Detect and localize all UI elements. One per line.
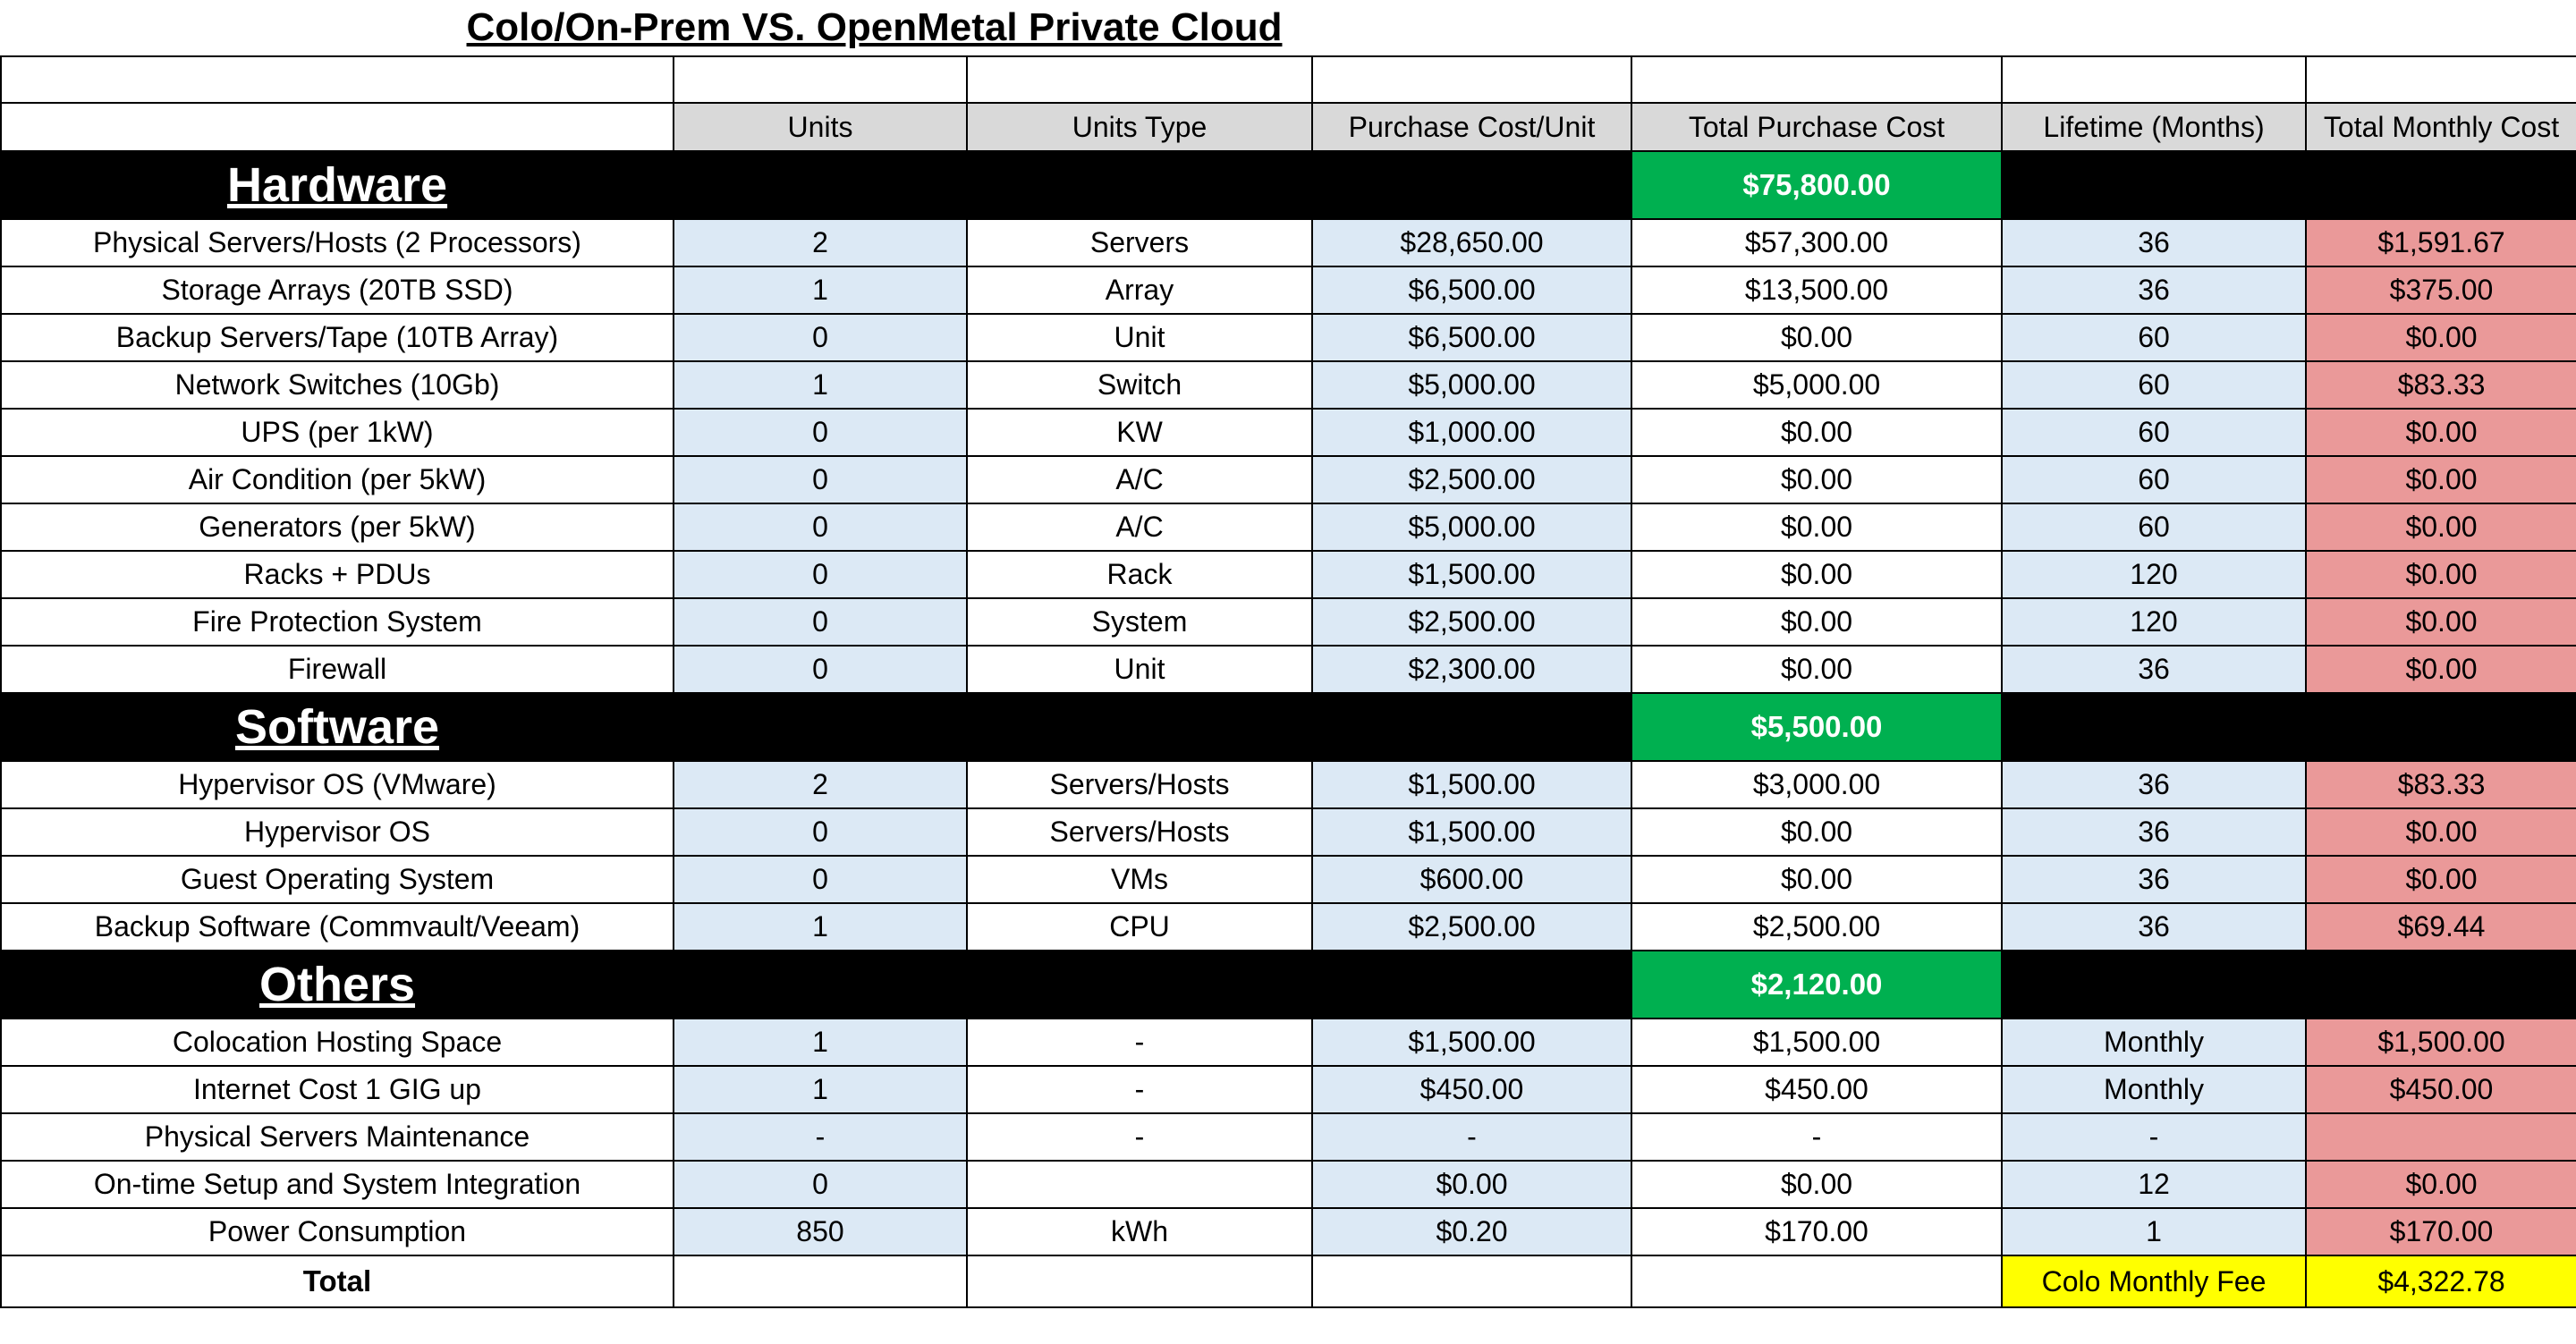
- units-type-cell[interactable]: A/C: [967, 456, 1312, 503]
- item-name-cell[interactable]: Physical Servers Maintenance: [1, 1113, 674, 1161]
- section-header-row: [1, 151, 2576, 219]
- colo-monthly-fee-label[interactable]: Colo Monthly Fee: [2002, 1255, 2306, 1307]
- lifetime-months-cell[interactable]: Monthly: [2002, 1066, 2306, 1113]
- lifetime-months-cell[interactable]: 120: [2002, 551, 2306, 598]
- total-label[interactable]: Total: [1, 1255, 674, 1307]
- purchase-cost-unit-cell[interactable]: $2,500.00: [1312, 598, 1631, 646]
- units-cell[interactable]: 0: [674, 551, 967, 598]
- total-monthly-cost-cell[interactable]: $375.00: [2306, 266, 2576, 314]
- section-fill: [2002, 951, 2576, 1019]
- total-empty-cell[interactable]: [1312, 1255, 1631, 1307]
- item-name-cell[interactable]: Physical Servers/Hosts (2 Processors): [1, 219, 674, 266]
- table-row: [1, 266, 2576, 314]
- item-name-cell[interactable]: Internet Cost 1 GIG up: [1, 1066, 674, 1113]
- item-name-cell[interactable]: Fire Protection System: [1, 598, 674, 646]
- section-fill: [674, 151, 1631, 219]
- purchase-cost-unit-cell[interactable]: $1,500.00: [1312, 761, 1631, 808]
- total-purchase-cost-cell[interactable]: $0.00: [1631, 808, 2002, 856]
- total-empty-cell[interactable]: [967, 1255, 1312, 1307]
- purchase-cost-unit-cell[interactable]: $28,650.00: [1312, 219, 1631, 266]
- purchase-cost-unit-cell[interactable]: -: [1312, 1113, 1631, 1161]
- item-name-cell[interactable]: Hypervisor OS: [1, 808, 674, 856]
- total-purchase-cost-cell[interactable]: $0.00: [1631, 503, 2002, 551]
- units-cell[interactable]: 1: [674, 266, 967, 314]
- units-cell[interactable]: 2: [674, 219, 967, 266]
- purchase-cost-unit-cell[interactable]: $6,500.00: [1312, 314, 1631, 361]
- purchase-cost-unit-cell[interactable]: $0.20: [1312, 1208, 1631, 1255]
- units-type-cell[interactable]: A/C: [967, 503, 1312, 551]
- purchase-cost-unit-cell[interactable]: $2,300.00: [1312, 646, 1631, 693]
- lifetime-months-cell[interactable]: -: [2002, 1113, 2306, 1161]
- purchase-cost-unit-cell[interactable]: $1,000.00: [1312, 409, 1631, 456]
- units-type-cell[interactable]: -: [967, 1113, 1312, 1161]
- table-row: [1, 1208, 2576, 1255]
- lifetime-months-cell[interactable]: 12: [2002, 1161, 2306, 1208]
- total-purchase-cost-cell[interactable]: $170.00: [1631, 1208, 2002, 1255]
- lifetime-months-cell[interactable]: 36: [2002, 856, 2306, 903]
- total-purchase-cost-cell[interactable]: $0.00: [1631, 314, 2002, 361]
- lifetime-months-cell[interactable]: 60: [2002, 409, 2306, 456]
- units-type-cell[interactable]: Unit: [967, 314, 1312, 361]
- units-cell[interactable]: 0: [674, 314, 967, 361]
- lifetime-months-cell[interactable]: 36: [2002, 903, 2306, 951]
- lifetime-months-cell[interactable]: 36: [2002, 646, 2306, 693]
- item-name-cell[interactable]: Colocation Hosting Space: [1, 1019, 674, 1066]
- item-name-cell[interactable]: Hypervisor OS (VMware): [1, 761, 674, 808]
- section-fill: [2002, 151, 2576, 219]
- section-fill: [2002, 693, 2576, 761]
- section-total-purchase[interactable]: $75,800.00: [1631, 151, 2002, 219]
- item-name-cell[interactable]: On-time Setup and System Integration: [1, 1161, 674, 1208]
- table-row: [1, 219, 2576, 266]
- total-purchase-cost-cell[interactable]: $13,500.00: [1631, 266, 2002, 314]
- total-monthly-cost-cell[interactable]: $0.00: [2306, 503, 2576, 551]
- total-monthly-cost-cell[interactable]: $0.00: [2306, 856, 2576, 903]
- section-fill: [674, 693, 1631, 761]
- table-row: [1, 1161, 2576, 1208]
- section-title[interactable]: Others: [1, 951, 674, 1019]
- units-type-cell[interactable]: KW: [967, 409, 1312, 456]
- lifetime-months-cell[interactable]: 36: [2002, 219, 2306, 266]
- total-purchase-cost-cell[interactable]: $3,000.00: [1631, 761, 2002, 808]
- units-cell[interactable]: 0: [674, 646, 967, 693]
- item-name-cell[interactable]: Power Consumption: [1, 1208, 674, 1255]
- item-name-cell[interactable]: Network Switches (10Gb): [1, 361, 674, 409]
- blank-cell[interactable]: [1, 56, 674, 103]
- total-monthly-cost-cell[interactable]: $69.44: [2306, 903, 2576, 951]
- total-purchase-cost-cell[interactable]: $450.00: [1631, 1066, 2002, 1113]
- table-row: [1, 761, 2576, 808]
- table-row: [1, 409, 2576, 456]
- total-monthly-cost-cell[interactable]: $1,500.00: [2306, 1019, 2576, 1066]
- units-type-cell[interactable]: -: [967, 1066, 1312, 1113]
- total-purchase-cost-cell[interactable]: $0.00: [1631, 456, 2002, 503]
- total-purchase-cost-cell[interactable]: $0.00: [1631, 598, 2002, 646]
- units-cell[interactable]: 0: [674, 808, 967, 856]
- item-name-cell[interactable]: Air Condition (per 5kW): [1, 456, 674, 503]
- units-cell[interactable]: 0: [674, 598, 967, 646]
- table-row: [1, 361, 2576, 409]
- table-row: [1, 503, 2576, 551]
- table-row: [1, 903, 2576, 951]
- section-total-purchase[interactable]: $2,120.00: [1631, 951, 2002, 1019]
- item-name-cell[interactable]: Guest Operating System: [1, 856, 674, 903]
- section-title[interactable]: Software: [1, 693, 674, 761]
- section-header-row: [1, 693, 2576, 761]
- item-name-cell[interactable]: Backup Software (Commvault/Veeam): [1, 903, 674, 951]
- column-header[interactable]: Units Type: [967, 103, 1312, 151]
- table-row: [1, 1113, 2576, 1161]
- units-type-cell[interactable]: Servers/Hosts: [967, 808, 1312, 856]
- total-monthly-cost-cell[interactable]: $0.00: [2306, 808, 2576, 856]
- units-cell[interactable]: 0: [674, 456, 967, 503]
- purchase-cost-unit-cell[interactable]: $1,500.00: [1312, 808, 1631, 856]
- lifetime-months-cell[interactable]: 36: [2002, 761, 2306, 808]
- units-type-cell[interactable]: [967, 1161, 1312, 1208]
- blank-row: [1, 56, 2576, 103]
- item-name-cell[interactable]: UPS (per 1kW): [1, 409, 674, 456]
- units-cell[interactable]: 1: [674, 1019, 967, 1066]
- units-type-cell[interactable]: System: [967, 598, 1312, 646]
- units-type-cell[interactable]: Servers: [967, 219, 1312, 266]
- lifetime-months-cell[interactable]: 60: [2002, 503, 2306, 551]
- lifetime-months-cell[interactable]: Monthly: [2002, 1019, 2306, 1066]
- colo-monthly-fee-value[interactable]: $4,322.78: [2306, 1255, 2576, 1307]
- units-type-cell[interactable]: CPU: [967, 903, 1312, 951]
- purchase-cost-unit-cell[interactable]: $5,000.00: [1312, 361, 1631, 409]
- total-monthly-cost-cell[interactable]: $0.00: [2306, 598, 2576, 646]
- units-cell[interactable]: 1: [674, 903, 967, 951]
- lifetime-months-cell[interactable]: 120: [2002, 598, 2306, 646]
- total-purchase-cost-cell[interactable]: $0.00: [1631, 646, 2002, 693]
- total-purchase-cost-cell[interactable]: $5,000.00: [1631, 361, 2002, 409]
- total-empty-cell[interactable]: [674, 1255, 967, 1307]
- units-type-cell[interactable]: kWh: [967, 1208, 1312, 1255]
- purchase-cost-unit-cell[interactable]: $600.00: [1312, 856, 1631, 903]
- table-row: [1, 646, 2576, 693]
- total-row: [1, 1255, 2576, 1307]
- blank-cell[interactable]: [967, 56, 1312, 103]
- column-header[interactable]: Units: [674, 103, 967, 151]
- table-row: [1, 1019, 2576, 1066]
- total-empty-cell[interactable]: [1631, 1255, 2002, 1307]
- lifetime-months-cell[interactable]: 60: [2002, 456, 2306, 503]
- blank-cell[interactable]: [1312, 56, 1631, 103]
- total-purchase-cost-cell[interactable]: $2,500.00: [1631, 903, 2002, 951]
- units-type-cell[interactable]: Servers/Hosts: [967, 761, 1312, 808]
- total-purchase-cost-cell[interactable]: $0.00: [1631, 551, 2002, 598]
- total-monthly-cost-cell[interactable]: $170.00: [2306, 1208, 2576, 1255]
- lifetime-months-cell[interactable]: 60: [2002, 314, 2306, 361]
- total-monthly-cost-cell[interactable]: $83.33: [2306, 761, 2576, 808]
- purchase-cost-unit-cell[interactable]: $1,500.00: [1312, 1019, 1631, 1066]
- lifetime-months-cell[interactable]: 36: [2002, 808, 2306, 856]
- purchase-cost-unit-cell[interactable]: $1,500.00: [1312, 551, 1631, 598]
- total-purchase-cost-cell[interactable]: -: [1631, 1113, 2002, 1161]
- table-row: [1, 1066, 2576, 1113]
- table-row: [1, 314, 2576, 361]
- purchase-cost-unit-cell[interactable]: $450.00: [1312, 1066, 1631, 1113]
- units-type-cell[interactable]: Switch: [967, 361, 1312, 409]
- section-fill: [674, 951, 1631, 1019]
- blank-cell[interactable]: [2002, 56, 2306, 103]
- header-row: [1, 103, 2576, 151]
- purchase-cost-unit-cell[interactable]: $2,500.00: [1312, 456, 1631, 503]
- section-title[interactable]: Hardware: [1, 151, 674, 219]
- cost-comparison-table: [0, 55, 2576, 1308]
- item-name-cell[interactable]: Backup Servers/Tape (10TB Array): [1, 314, 674, 361]
- units-cell[interactable]: 2: [674, 761, 967, 808]
- units-cell[interactable]: 0: [674, 856, 967, 903]
- units-type-cell[interactable]: Unit: [967, 646, 1312, 693]
- total-monthly-cost-cell[interactable]: $83.33: [2306, 361, 2576, 409]
- total-purchase-cost-cell[interactable]: $0.00: [1631, 1161, 2002, 1208]
- column-header[interactable]: Total Monthly Cost: [2306, 103, 2576, 151]
- total-monthly-cost-cell[interactable]: $1,591.67: [2306, 219, 2576, 266]
- units-cell[interactable]: 0: [674, 409, 967, 456]
- section-total-purchase[interactable]: $5,500.00: [1631, 693, 2002, 761]
- units-cell[interactable]: 1: [674, 1066, 967, 1113]
- lifetime-months-cell[interactable]: 36: [2002, 266, 2306, 314]
- table-row: [1, 456, 2576, 503]
- units-type-cell[interactable]: Rack: [967, 551, 1312, 598]
- units-cell[interactable]: 1: [674, 361, 967, 409]
- total-monthly-cost-cell[interactable]: $0.00: [2306, 646, 2576, 693]
- table-row: [1, 598, 2576, 646]
- blank-cell[interactable]: [674, 56, 967, 103]
- units-cell[interactable]: 850: [674, 1208, 967, 1255]
- table-row: [1, 856, 2576, 903]
- total-purchase-cost-cell[interactable]: $0.00: [1631, 409, 2002, 456]
- total-monthly-cost-cell[interactable]: $0.00: [2306, 409, 2576, 456]
- total-purchase-cost-cell[interactable]: $0.00: [1631, 856, 2002, 903]
- total-monthly-cost-cell[interactable]: $450.00: [2306, 1066, 2576, 1113]
- item-name-cell[interactable]: Firewall: [1, 646, 674, 693]
- total-monthly-cost-cell[interactable]: $0.00: [2306, 314, 2576, 361]
- units-type-cell[interactable]: VMs: [967, 856, 1312, 903]
- total-monthly-cost-cell[interactable]: [2306, 1113, 2576, 1161]
- item-name-cell[interactable]: Generators (per 5kW): [1, 503, 674, 551]
- section-header-row: [1, 951, 2576, 1019]
- item-name-cell[interactable]: Storage Arrays (20TB SSD): [1, 266, 674, 314]
- units-cell[interactable]: 0: [674, 1161, 967, 1208]
- total-monthly-cost-cell[interactable]: $0.00: [2306, 456, 2576, 503]
- column-header[interactable]: Lifetime (Months): [2002, 103, 2306, 151]
- total-purchase-cost-cell[interactable]: $1,500.00: [1631, 1019, 2002, 1066]
- blank-cell[interactable]: [2306, 56, 2576, 103]
- total-monthly-cost-cell[interactable]: $0.00: [2306, 551, 2576, 598]
- units-cell[interactable]: 0: [674, 503, 967, 551]
- item-name-cell[interactable]: Racks + PDUs: [1, 551, 674, 598]
- table-row: [1, 551, 2576, 598]
- lifetime-months-cell[interactable]: 60: [2002, 361, 2306, 409]
- units-cell[interactable]: -: [674, 1113, 967, 1161]
- column-header[interactable]: Total Purchase Cost: [1631, 103, 2002, 151]
- header-cell-empty[interactable]: [1, 103, 674, 151]
- table-row: [1, 808, 2576, 856]
- purchase-cost-unit-cell[interactable]: $5,000.00: [1312, 503, 1631, 551]
- lifetime-months-cell[interactable]: 1: [2002, 1208, 2306, 1255]
- purchase-cost-unit-cell[interactable]: $0.00: [1312, 1161, 1631, 1208]
- purchase-cost-unit-cell[interactable]: $2,500.00: [1312, 903, 1631, 951]
- purchase-cost-unit-cell[interactable]: $6,500.00: [1312, 266, 1631, 314]
- column-header[interactable]: Purchase Cost/Unit: [1312, 103, 1631, 151]
- units-type-cell[interactable]: -: [967, 1019, 1312, 1066]
- sheet-title: Colo/On-Prem VS. OpenMetal Private Cloud: [466, 5, 1283, 49]
- total-purchase-cost-cell[interactable]: $57,300.00: [1631, 219, 2002, 266]
- blank-cell[interactable]: [1631, 56, 2002, 103]
- units-type-cell[interactable]: Array: [967, 266, 1312, 314]
- total-monthly-cost-cell[interactable]: $0.00: [2306, 1161, 2576, 1208]
